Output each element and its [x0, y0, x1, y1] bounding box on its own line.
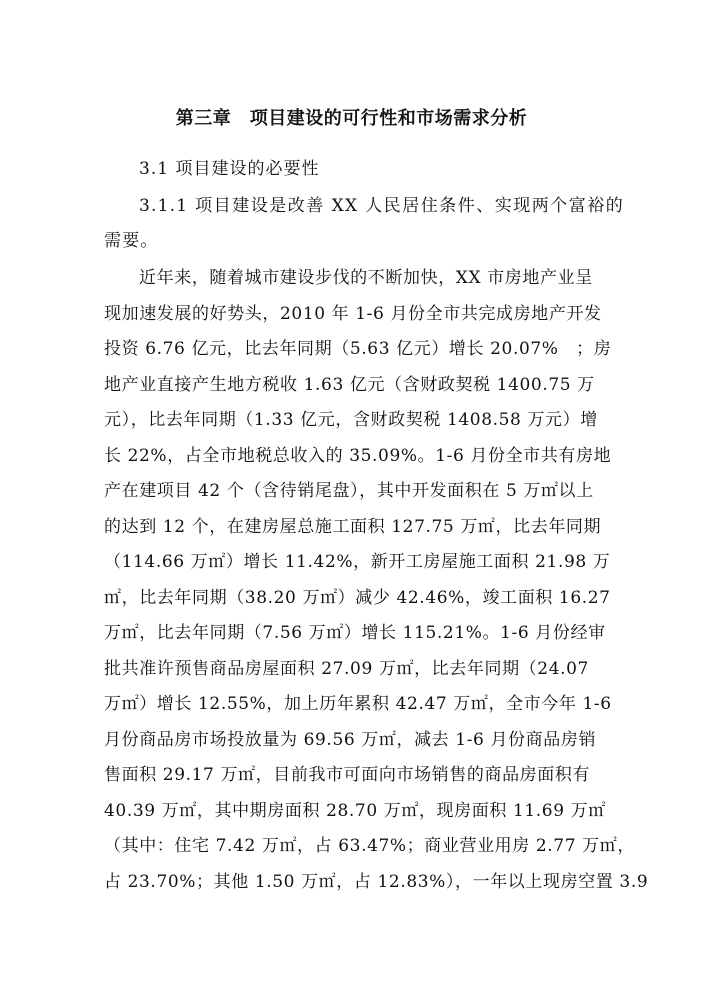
- paragraph-line: 近年来，随着城市建设步伐的不断加快，XX 市房地产业呈: [139, 268, 593, 288]
- paragraph-line: 万㎡）增长 12.55%，加上历年累积 42.47 万㎡，全市今年 1-6: [104, 694, 612, 714]
- body-paragraph: [104, 261, 649, 900]
- paragraph-line: ㎡，比去年同期（38.20 万㎡）减少 42.46%，竣工面积 16.27: [104, 587, 611, 608]
- paragraph-line: 地产业直接产生地方税收 1.63 亿元（含财政契税 1400.75 万: [104, 374, 595, 395]
- section-heading: 3.1 项目建设的必要性: [139, 159, 320, 179]
- paragraph-line: 批共准许预售商品房屋面积 27.09 万㎡，比去年同期（24.07: [104, 658, 589, 679]
- paragraph-line: 现加速发展的好势头，2010 年 1-6 月份全市共完成房地产开发: [104, 303, 602, 324]
- paragraph-line: 产在建项目 42 个（含待销尾盘），其中开发面积在 5 万㎡以上: [104, 481, 594, 501]
- paragraph-line: 售面积 29.17 万㎡，目前我市可面向市场销售的商品房面积有: [104, 765, 591, 785]
- paragraph-line: 投资 6.76 亿元，比去年同期（5.63 亿元）增长 20.07% ；房: [104, 339, 612, 359]
- subsection-heading: 3.1.1 项目建设是改善 XX 人民居住条件、实现两个富裕的需要。: [104, 196, 624, 251]
- paragraph-line: 月份商品房市场投放量为 69.56 万㎡，减去 1-6 月份商品房销: [104, 729, 597, 750]
- paragraph-line: 万㎡，比去年同期（7.56 万㎡）增长 115.21%。1-6 月份经审: [104, 623, 606, 643]
- paragraph-line: 元），比去年同期（1.33 亿元，含财政契税 1408.58 万元）增: [104, 410, 598, 430]
- paragraph-line: （其中：住宅 7.42 万㎡，占 63.47%；商业营业用房 2.77 万㎡，: [104, 836, 635, 856]
- paragraph-line: 的达到 12 个，在建房屋总施工面积 127.75 万㎡，比去年同期: [104, 516, 602, 537]
- paragraph-line: 40.39 万㎡，其中期房面积 28.70 万㎡，现房面积 11.69 万㎡: [104, 800, 606, 821]
- chapter-title: 第三章 项目建设的可行性和市场需求分析: [175, 108, 528, 129]
- paragraph-line: 占 23.70%；其他 1.50 万㎡，占 12.83%），一年以上现房空置 3.9: [104, 871, 649, 892]
- paragraph-line: 长 22%，占全市地税总收入的 35.09%。1-6 月份全市共有房地: [104, 445, 612, 466]
- paragraph-line: （114.66 万㎡）增长 11.42%，新开工房屋施工面积 21.98 万: [104, 552, 611, 572]
